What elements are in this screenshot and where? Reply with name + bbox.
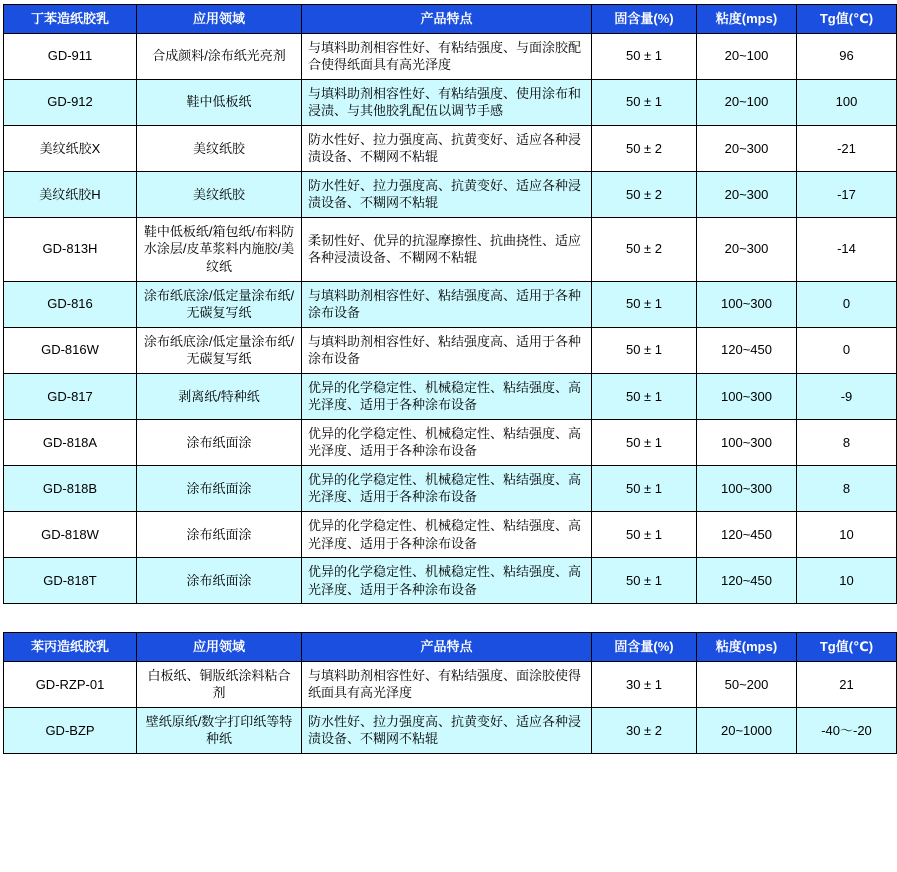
table-row bbox=[4, 281, 897, 327]
table1-body bbox=[4, 33, 897, 604]
tg-value: 100 bbox=[797, 79, 897, 125]
solid-content: 50 ± 1 bbox=[592, 373, 697, 419]
product-feature: 与填料助剂相容性好、有粘结强度、面涂胶使得纸面具有高光泽度 bbox=[302, 661, 592, 707]
viscosity: 100~300 bbox=[697, 373, 797, 419]
table1-header bbox=[4, 5, 897, 34]
solid-content: 30 ± 2 bbox=[592, 707, 697, 753]
application-field: 美纹纸胶 bbox=[137, 171, 302, 217]
tg-value: 21 bbox=[797, 661, 897, 707]
product-feature: 柔韧性好、优异的抗湿摩擦性、抗曲挠性、适应各种浸渍设备、不糊网不粘辊 bbox=[302, 217, 592, 281]
viscosity: 20~300 bbox=[697, 125, 797, 171]
tg-value: 0 bbox=[797, 281, 897, 327]
product-feature: 与填料助剂相容性好、有粘结强度、使用涂布和浸渍、与其他胶乳配伍以调节手感 bbox=[302, 79, 592, 125]
styrene-acrylic-latex-table bbox=[3, 632, 897, 754]
table2-body bbox=[4, 661, 897, 753]
product-name: GD-816W bbox=[4, 327, 137, 373]
application-field: 涂布纸底涂/低定量涂布纸/无碳复写纸 bbox=[137, 327, 302, 373]
viscosity: 120~450 bbox=[697, 558, 797, 604]
application-field: 美纹纸胶 bbox=[137, 125, 302, 171]
solid-content: 50 ± 1 bbox=[592, 281, 697, 327]
table2-header-tg: Tg值(℃) bbox=[797, 633, 897, 662]
table2-header-features: 产品特点 bbox=[302, 633, 592, 662]
tg-value: 10 bbox=[797, 558, 897, 604]
table1-header-product: 丁苯造纸胶乳 bbox=[4, 5, 137, 34]
product-feature: 优异的化学稳定性、机械稳定性、粘结强度、高光泽度、适用于各种涂布设备 bbox=[302, 465, 592, 511]
viscosity: 20~1000 bbox=[697, 707, 797, 753]
product-feature: 与填料助剂相容性好、粘结强度高、适用于各种涂布设备 bbox=[302, 327, 592, 373]
product-name: GD-816 bbox=[4, 281, 137, 327]
table-row bbox=[4, 512, 897, 558]
styrene-butadiene-latex-table bbox=[3, 4, 897, 604]
application-field: 涂布纸底涂/低定量涂布纸/无碳复写纸 bbox=[137, 281, 302, 327]
solid-content: 50 ± 2 bbox=[592, 217, 697, 281]
viscosity: 50~200 bbox=[697, 661, 797, 707]
table-row bbox=[4, 33, 897, 79]
product-name: GD-813H bbox=[4, 217, 137, 281]
table2-header-product: 苯丙造纸胶乳 bbox=[4, 633, 137, 662]
tg-value: -17 bbox=[797, 171, 897, 217]
product-name: GD-818W bbox=[4, 512, 137, 558]
viscosity: 20~100 bbox=[697, 33, 797, 79]
table-row bbox=[4, 217, 897, 281]
viscosity: 20~300 bbox=[697, 217, 797, 281]
tg-value: -40～-20 bbox=[797, 707, 897, 753]
solid-content: 50 ± 1 bbox=[592, 512, 697, 558]
tg-value: 0 bbox=[797, 327, 897, 373]
table2-header-application: 应用领域 bbox=[137, 633, 302, 662]
tg-value: 10 bbox=[797, 512, 897, 558]
product-name: GD-911 bbox=[4, 33, 137, 79]
table1-header-features: 产品特点 bbox=[302, 5, 592, 34]
application-field: 涂布纸面涂 bbox=[137, 465, 302, 511]
solid-content: 50 ± 1 bbox=[592, 419, 697, 465]
table1-header-solid-content: 固含量(%) bbox=[592, 5, 697, 34]
table1-header-tg: Tg值(℃) bbox=[797, 5, 897, 34]
tg-value: -9 bbox=[797, 373, 897, 419]
table1-header-row bbox=[4, 5, 897, 34]
table1-header-viscosity: 粘度(mps) bbox=[697, 5, 797, 34]
product-name: GD-818A bbox=[4, 419, 137, 465]
product-feature: 防水性好、拉力强度高、抗黄变好、适应各种浸渍设备、不糊网不粘辊 bbox=[302, 707, 592, 753]
table2-header-solid-content: 固含量(%) bbox=[592, 633, 697, 662]
viscosity: 120~450 bbox=[697, 327, 797, 373]
viscosity: 120~450 bbox=[697, 512, 797, 558]
solid-content: 50 ± 1 bbox=[592, 558, 697, 604]
solid-content: 50 ± 2 bbox=[592, 125, 697, 171]
viscosity: 20~300 bbox=[697, 171, 797, 217]
tg-value: 8 bbox=[797, 465, 897, 511]
table-row bbox=[4, 465, 897, 511]
product-name: GD-818B bbox=[4, 465, 137, 511]
viscosity: 100~300 bbox=[697, 419, 797, 465]
table-separator bbox=[2, 604, 895, 632]
product-name: 美纹纸胶X bbox=[4, 125, 137, 171]
application-field: 涂布纸面涂 bbox=[137, 558, 302, 604]
table-row bbox=[4, 558, 897, 604]
solid-content: 50 ± 1 bbox=[592, 33, 697, 79]
solid-content: 30 ± 1 bbox=[592, 661, 697, 707]
table-row bbox=[4, 661, 897, 707]
product-feature: 防水性好、拉力强度高、抗黄变好、适应各种浸渍设备、不糊网不粘辊 bbox=[302, 171, 592, 217]
application-field: 白板纸、铜版纸涂料粘合剂 bbox=[137, 661, 302, 707]
product-feature: 优异的化学稳定性、机械稳定性、粘结强度、高光泽度、适用于各种涂布设备 bbox=[302, 419, 592, 465]
table-row bbox=[4, 707, 897, 753]
tg-value: 96 bbox=[797, 33, 897, 79]
product-name: GD-912 bbox=[4, 79, 137, 125]
product-feature: 与填料助剂相容性好、有粘结强度、与面涂胶配合使得纸面具有高光泽度 bbox=[302, 33, 592, 79]
table-row bbox=[4, 419, 897, 465]
viscosity: 20~100 bbox=[697, 79, 797, 125]
product-feature: 与填料助剂相容性好、粘结强度高、适用于各种涂布设备 bbox=[302, 281, 592, 327]
tg-value: -21 bbox=[797, 125, 897, 171]
solid-content: 50 ± 2 bbox=[592, 171, 697, 217]
table2-header bbox=[4, 633, 897, 662]
table-row bbox=[4, 125, 897, 171]
product-name: GD-BZP bbox=[4, 707, 137, 753]
application-field: 剥离纸/特种纸 bbox=[137, 373, 302, 419]
solid-content: 50 ± 1 bbox=[592, 327, 697, 373]
tg-value: 8 bbox=[797, 419, 897, 465]
product-name: GD-RZP-01 bbox=[4, 661, 137, 707]
product-feature: 优异的化学稳定性、机械稳定性、粘结强度、高光泽度、适用于各种涂布设备 bbox=[302, 373, 592, 419]
table-row bbox=[4, 79, 897, 125]
table2-header-row bbox=[4, 633, 897, 662]
viscosity: 100~300 bbox=[697, 281, 797, 327]
application-field: 涂布纸面涂 bbox=[137, 512, 302, 558]
product-feature: 优异的化学稳定性、机械稳定性、粘结强度、高光泽度、适用于各种涂布设备 bbox=[302, 512, 592, 558]
product-feature: 防水性好、拉力强度高、抗黄变好、适应各种浸渍设备、不糊网不粘辊 bbox=[302, 125, 592, 171]
product-feature: 优异的化学稳定性、机械稳定性、粘结强度、高光泽度、适用于各种涂布设备 bbox=[302, 558, 592, 604]
tg-value: -14 bbox=[797, 217, 897, 281]
application-field: 壁纸原纸/数字打印纸等特种纸 bbox=[137, 707, 302, 753]
product-name: GD-818T bbox=[4, 558, 137, 604]
table-row bbox=[4, 373, 897, 419]
viscosity: 100~300 bbox=[697, 465, 797, 511]
application-field: 鞋中低板纸/箱包纸/布料防水涂层/皮革浆料内施胶/美纹纸 bbox=[137, 217, 302, 281]
product-name: GD-817 bbox=[4, 373, 137, 419]
application-field: 合成颜料/涂布纸光亮剂 bbox=[137, 33, 302, 79]
solid-content: 50 ± 1 bbox=[592, 79, 697, 125]
solid-content: 50 ± 1 bbox=[592, 465, 697, 511]
application-field: 涂布纸面涂 bbox=[137, 419, 302, 465]
table2-header-viscosity: 粘度(mps) bbox=[697, 633, 797, 662]
product-name: 美纹纸胶H bbox=[4, 171, 137, 217]
table-row bbox=[4, 171, 897, 217]
table-row bbox=[4, 327, 897, 373]
application-field: 鞋中低板纸 bbox=[137, 79, 302, 125]
table1-header-application: 应用领域 bbox=[137, 5, 302, 34]
